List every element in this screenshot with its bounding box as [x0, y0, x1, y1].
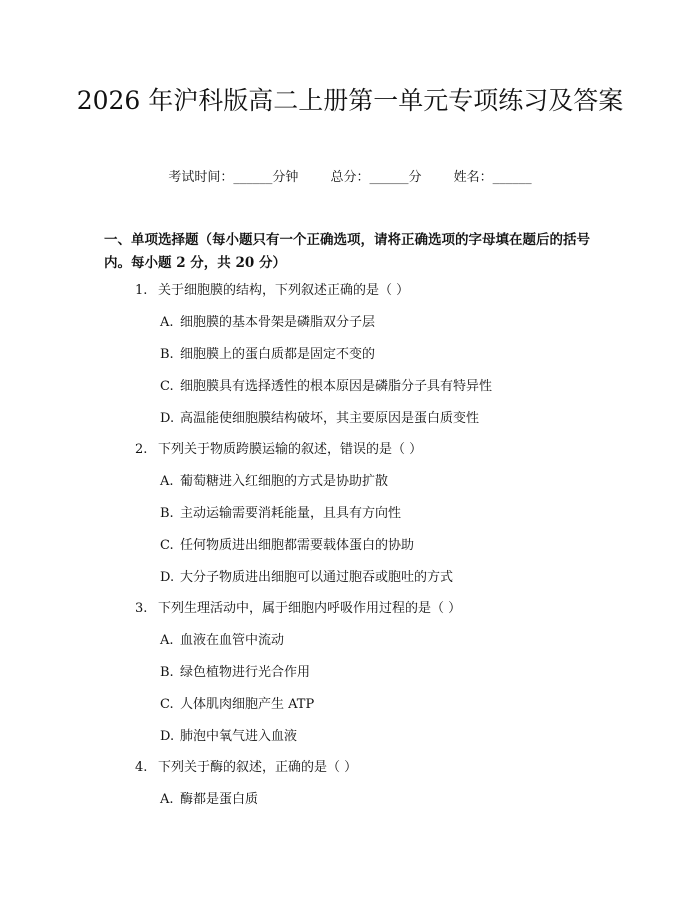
option-text: 高温能使细胞膜结构破坏，其主要原因是蛋白质变性: [180, 411, 480, 426]
question-2: [135, 441, 422, 459]
option-letter: D.: [160, 570, 175, 585]
option-text: 任何物质进出细胞都需要载体蛋白的协助: [180, 538, 415, 553]
question-number: 1.: [135, 283, 148, 298]
option-text: 肺泡中氧气进入血液: [180, 729, 298, 744]
option-2a: [160, 473, 388, 491]
option-letter: B.: [160, 347, 174, 362]
option-1c: [160, 378, 492, 396]
option-text: 绿色植物进行光合作用: [180, 665, 311, 680]
student-name-field: 姓名：______: [453, 170, 532, 185]
page-title: 2026 年沪科版高二上册第一单元专项练习及答案: [76, 86, 624, 115]
option-text: 细胞膜的基本骨架是磷脂双分子层: [180, 315, 376, 330]
exam-meta: [0, 169, 700, 187]
option-text: 细胞膜具有选择透性的根本原因是磷脂分子具有特异性: [180, 379, 493, 394]
option-1b: [160, 346, 375, 364]
option-letter: D.: [160, 411, 175, 426]
option-3a: [160, 632, 284, 650]
option-text: 大分子物质进出细胞可以通过胞吞或胞吐的方式: [180, 570, 454, 585]
exam-time-field: 考试时间：______分钟: [168, 170, 299, 185]
option-letter: B.: [160, 665, 174, 680]
option-1a: [160, 314, 375, 332]
section-heading: 一、单项选择题（每小题只有一个正确选项，请将正确选项的字母填在题后的括号内。每小题 2 分，共 20 分）: [104, 232, 590, 271]
question-text: 关于细胞膜的结构，下列叙述正确的是（ ）: [158, 283, 410, 298]
option-letter: C.: [160, 697, 174, 712]
option-1d: [160, 410, 479, 428]
option-2d: [160, 569, 453, 587]
total-score-field: 总分：______分: [330, 170, 422, 185]
option-text: 葡萄糖进入红细胞的方式是协助扩散: [180, 474, 389, 489]
option-text: 主动运输需要消耗能量，且具有方向性: [180, 506, 402, 521]
option-4a: [160, 791, 258, 809]
option-2b: [160, 505, 401, 523]
option-letter: A.: [160, 315, 174, 330]
question-number: 2.: [135, 442, 148, 457]
option-letter: A.: [160, 792, 174, 807]
option-letter: D.: [160, 729, 175, 744]
option-3d: [160, 728, 297, 746]
question-1: [135, 282, 409, 300]
option-2c: [160, 537, 414, 555]
option-text: 人体肌肉细胞产生 ATP: [180, 697, 315, 712]
question-text: 下列生理活动中，属于细胞内呼吸作用过程的是（ ）: [158, 601, 462, 616]
question-text: 下列关于酶的叙述，正确的是（ ）: [158, 760, 358, 775]
option-letter: C.: [160, 538, 174, 553]
question-4: [135, 759, 357, 777]
option-letter: C.: [160, 379, 174, 394]
option-letter: A.: [160, 633, 174, 648]
option-text: 细胞膜上的蛋白质都是固定不变的: [180, 347, 376, 362]
question-text: 下列关于物质跨膜运输的叙述，错误的是（ ）: [158, 442, 423, 457]
option-letter: A.: [160, 474, 174, 489]
option-letter: B.: [160, 506, 174, 521]
option-text: 酶都是蛋白质: [180, 792, 259, 807]
option-3c: [160, 696, 314, 714]
question-number: 3.: [135, 601, 148, 616]
question-number: 4.: [135, 760, 148, 775]
option-3b: [160, 664, 310, 682]
question-3: [135, 600, 461, 618]
option-text: 血液在血管中流动: [180, 633, 285, 648]
